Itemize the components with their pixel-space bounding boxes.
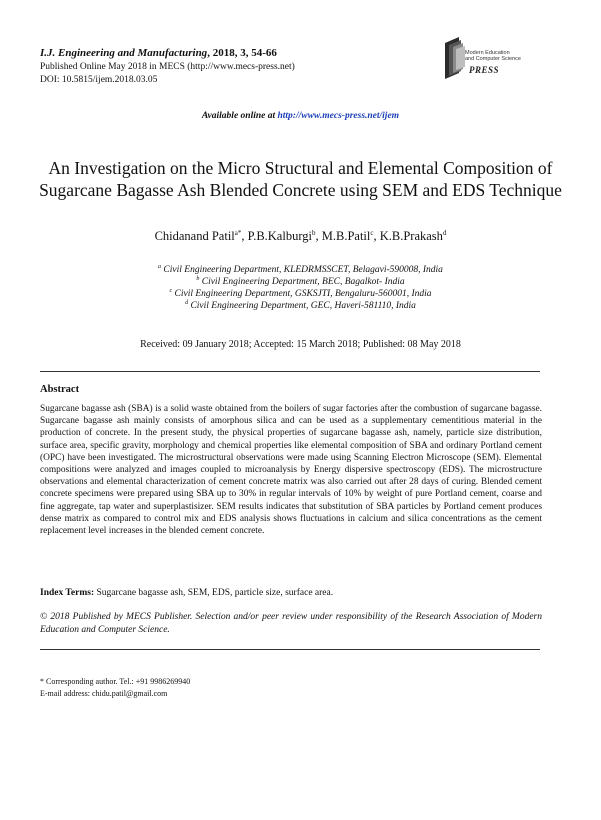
- available-online: Available online at http://www.mecs-press.net/ijem: [201, 111, 400, 121]
- author-list: [0, 229, 601, 244]
- abstract-body: Sugarcane bagasse ash (SBA) is a solid waste obtained from the boilers of sugar factories after the combustion of sugarcane bagasse. Sugarcane bagasse ash mainly consists of amorphous silica and can be used as a supplementary cementitious material in the production of concrete. In the present study, the physical properties of sugarcane bagasse ash, namely, particle size distribution, surface area, specific gravity, morphology and chemical properties like elemental composition of SBA and ordinary Portland cement (OPC) have been investigated. The microstructural observations were made using Scanning Electron Microscope (SEM). Elemental compositions were analyzed and images coupled to microanalysis by Energy dispersive spectroscopy (EDS). The microstructure observations and elemental characterization of cement concrete matrix was also carried out after 28 days of curing. Blended cement concrete specimens were prepared using SBA up to 30% in regular intervals of 10% by weight of pure Portland cement, coarse and fine aggregate, tap water and superplastisizer. SEM results indicates that substitution of SBA particles by Portland cement produces dense matrix as compared to control mix and EDS analysis shows fluctuations in calcium and silica concentrations as the cement replacement level increases in the blended cement concrete.: [40, 404, 542, 537]
- journal-link[interactable]: http://www.mecs-press.net/ijem: [277, 111, 400, 121]
- logo-caption: Modern Education and Computer Science: [465, 50, 521, 62]
- corresponding-author: * Corresponding author. Tel.: +91 9986269940: [40, 677, 191, 686]
- copyright-notice: © 2018 Published by MECS Publisher. Selection and/or peer review under responsibility of the Research Association of Modern Education and Computer Science.: [40, 612, 542, 635]
- affiliation: $^c$ Civil Engineering Department, GSKSJTI, Bengaluru-560001, India: [169, 288, 432, 300]
- divider: [40, 649, 540, 650]
- author: K.B.Prakash$^d$: [379, 229, 447, 244]
- logo-press: PRESS: [469, 65, 500, 75]
- divider: [40, 371, 540, 372]
- author: M.B.Patil$^c$,: [321, 229, 380, 244]
- received-dates: Received: 09 January 2018; Accepted: 15 March 2018; Published: 08 May 2018: [140, 339, 461, 350]
- journal-header: [40, 47, 277, 59]
- doi: DOI: 10.5815/ijem.2018.03.05: [40, 75, 158, 85]
- journal-name: I.J. Engineering and Manufacturing: [40, 47, 208, 59]
- email-address: E-mail address: chidu.patil@gmail.com: [40, 689, 168, 698]
- affiliation: $^d$ Civil Engineering Department, GEC, Haveri-581110, India: [185, 300, 416, 312]
- affiliation: $^b$ Civil Engineering Department, BEC, Bagalkot- India: [196, 276, 405, 288]
- publisher-logo: [441, 33, 549, 81]
- affiliation: $^a$ Civil Engineering Department, KLEDRMSSCET, Belagavi-590008, India: [158, 264, 443, 276]
- author: Chidanand Patil$^{a*}$,: [154, 229, 248, 244]
- paper-title: An Investigation on the Micro Structural and Elemental Composition of Sugarcane Bagasse Ash Blended Concrete using SEM and EDS Technique: [39, 158, 562, 200]
- index-terms: Index Terms: Sugarcane bagasse ash, SEM, EDS, particle size, surface area.: [40, 588, 334, 598]
- journal-issue: , 2018, 3, 54-66: [207, 47, 277, 59]
- published-online: Published Online May 2018 in MECS (http://www.mecs-press.net): [40, 62, 295, 72]
- abstract-heading: Abstract: [40, 384, 80, 395]
- author: P.B.Kalburgi$^b$,: [247, 229, 322, 244]
